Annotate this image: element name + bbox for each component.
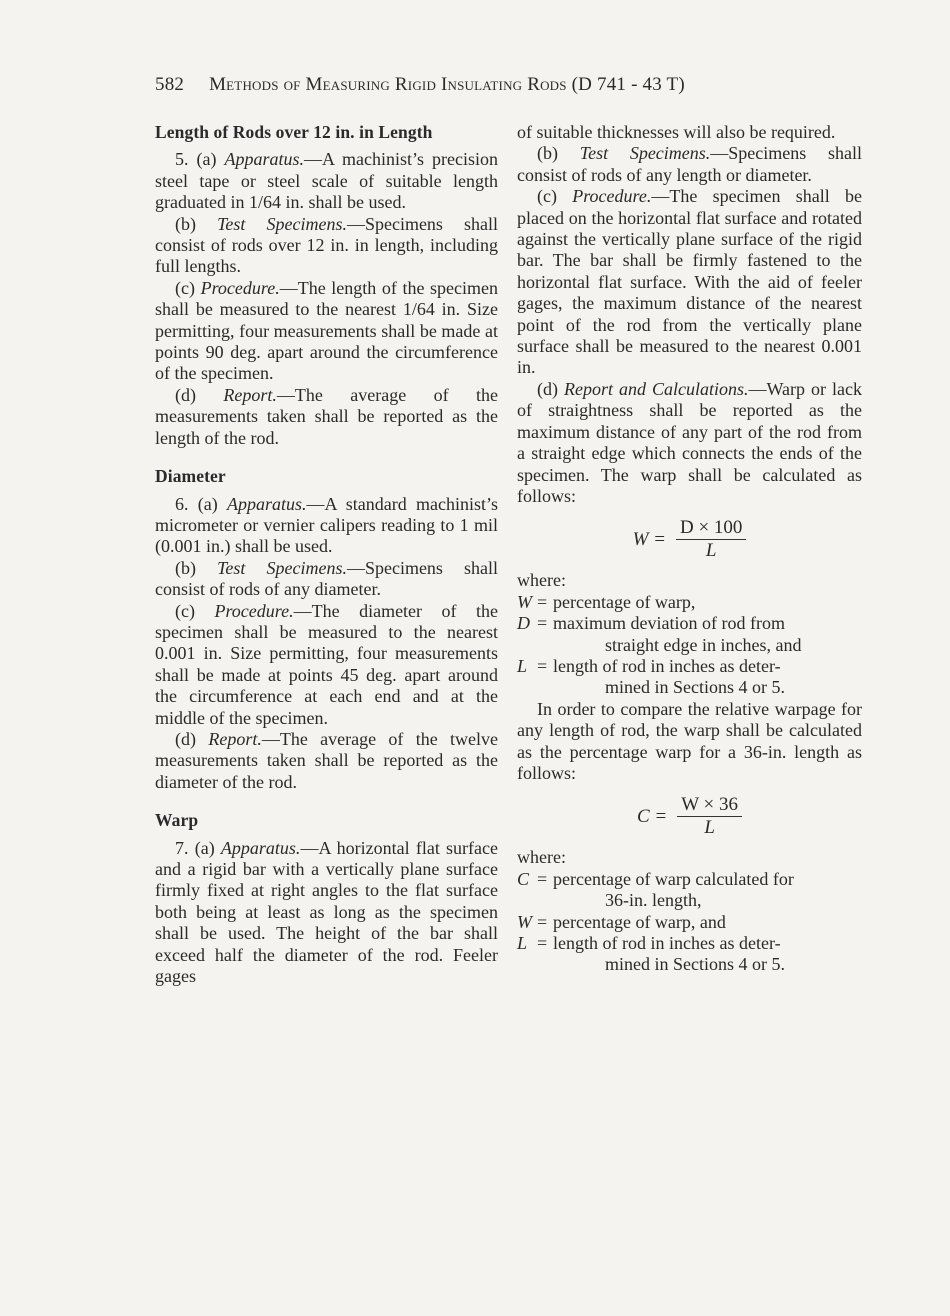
para-number: 5. (a) [175,149,217,170]
para-text: —Warp or lack of straightness shall be reported as the maximum distance of any part of the rod from a straight edge which connects the ends of the specimen. The warp shall be calculated as follows: [517,378,862,506]
definition-text [553,656,862,699]
formula-fraction [676,517,746,562]
formula-fraction [677,794,742,839]
para-label: Report. [223,384,277,405]
definition-symbol: W [517,911,532,932]
definition-line-2: 36-in. length, [605,890,702,911]
para-text: —Specimens shall consist of rods of any diameter. [155,557,498,600]
para-text: —The diameter of the specimen shall be measured to the nearest 0.001 in. Size permitting, four measurements shall be made at points 45 deg. apart around the circumference at each end and at the middle of the specimen. [155,600,498,728]
para-label: Test Specimens. [217,557,347,578]
para-5b [155,214,498,278]
para-7b [517,143,862,186]
para-5d [155,385,498,449]
para-label: Report. [208,728,262,749]
where-label: where: [517,847,566,868]
para-number: (b) [175,213,196,234]
definition-text [553,869,862,912]
para-6c [155,601,498,729]
para-label: Procedure. [214,600,294,621]
warp-formula [517,517,862,562]
formula-numerator: D × 100 [676,517,746,540]
para-7a [155,838,498,988]
formula-lhs: W = [632,529,666,551]
right-column [517,122,862,976]
para-number: (c) [175,277,195,298]
para-number: 6. (a) [175,493,218,514]
definition-text: percentage of warp, and [553,911,726,932]
para-number: (d) [537,378,558,399]
para-compare: In order to compare the relative warpage for any length of rod, the warp shall be calculated as the percentage warp for a 36-in. length as follows: [517,698,862,783]
left-column [155,122,498,987]
para-number: (d) [175,384,196,405]
para-text: —Specimens shall consist of rods of any length or diameter. [517,143,863,185]
equals-sign: = [537,911,548,932]
equals-sign: = [537,933,548,953]
definition-symbol: D [517,613,530,634]
definition-l [517,656,862,699]
para-7d [517,379,862,507]
para-6d [155,729,498,793]
definition-c [517,869,862,912]
para-text: —A horizontal flat surface and a rigid bar with a vertically plane surface firmly fixed at right angles to the flat surface both being at least as long as the specimen shall be used. The height of the bar shall exceed half the diameter of the rod. Feeler gages [155,837,499,987]
para-text: —The specimen shall be placed on the horizontal flat surface and rotated against the vertically plane surface of the rigid bar. The bar shall be firmly fastened to the horizontal flat surface. With the aid of feeler gages, the maximum distance of the nearest point of the rod from the vertically plane surface shall be measured to the nearest 0.001 in. [517,186,862,378]
para-text: —The average of the measurements taken shall be reported as the length of the rod. [155,384,499,448]
definition-text [553,933,862,976]
para-5a [155,149,498,213]
definition-symbol: L [517,655,528,676]
formula-lhs: C = [636,806,668,828]
equals-sign: = [537,655,548,676]
definition-line-1: percentage of warp calculated for [553,868,794,889]
section-heading-length: Length of Rods over 12 in. in Length [155,122,433,142]
equals-sign: = [537,613,548,634]
definition-line-2: straight edge in inches, and [605,634,802,655]
definition-line-2: mined in Sections 4 or 5. [605,954,785,975]
formula-denominator: L [704,817,715,839]
para-6b [155,558,498,601]
section-heading-diameter: Diameter [155,466,226,487]
para-label: Test Specimens. [579,143,711,164]
para-number: (c) [175,600,195,621]
running-title: Methods of Measuring Rigid Insulating Rods (D 741 - 43 T) [209,74,685,95]
definition-d [517,613,862,656]
definition-w [517,592,862,613]
para-label: Apparatus. [224,149,305,170]
where-label: where: [517,570,566,591]
definition-text [553,613,862,656]
definition-symbol: W [517,591,532,612]
para-number: (c) [537,186,557,207]
para-label: Report and Calculations. [564,378,749,399]
para-text: —A standard machinist’s micrometer or vernier calipers reading to 1 mil (0.001 in.) shall be used. [155,493,499,557]
definition-symbol: L [517,933,528,953]
page-number: 582 [155,74,185,95]
para-number: (b) [175,557,196,578]
definition-line-1: length of rod in inches as deter- [553,933,781,953]
para-6a [155,494,498,558]
equals-sign: = [537,591,548,612]
para-text: —A machinist’s precision steel tape or steel scale of suitable length graduated in 1/64 in. shall be used. [155,149,499,213]
para-label: Test Specimens. [217,213,347,234]
definition-line-2: mined in Sections 4 or 5. [605,677,785,698]
para-5c [155,278,498,385]
para-text: —The length of the specimen shall be measured to the nearest 1/64 in. Size permitting, four measurements shall be made at points 90 deg. apart around the circumference of the specimen. [155,277,499,384]
equals-sign: = [537,868,548,889]
page-header [155,74,685,96]
section-heading-warp: Warp [155,810,199,831]
para-number: 7. (a) [175,837,215,858]
para-number: (d) [175,728,196,749]
definition-text: percentage of warp, [553,591,696,612]
para-text: —The average of the twelve measurements taken shall be reported as the diameter of the rod. [155,728,499,792]
para-label: Apparatus. [220,837,301,858]
definition-w2 [517,912,862,933]
definition-symbol: C [517,868,530,889]
para-number: (b) [537,143,558,164]
definition-line-1: length of rod in inches as deter- [553,655,781,676]
para-7a-continued: of suitable thicknesses will also be required. [517,122,836,142]
para-7c [517,186,862,379]
para-label: Procedure. [572,186,652,207]
para-text: —Specimens shall consist of rods over 12 in. in length, including full lengths. [155,213,498,277]
formula-denominator: L [705,540,717,562]
para-label: Procedure. [200,277,280,298]
relative-warp-formula [517,794,862,839]
definition-line-1: maximum deviation of rod from [553,613,785,634]
definition-l2 [517,933,862,976]
para-label: Apparatus. [227,493,307,514]
formula-numerator: W × 36 [677,794,742,817]
